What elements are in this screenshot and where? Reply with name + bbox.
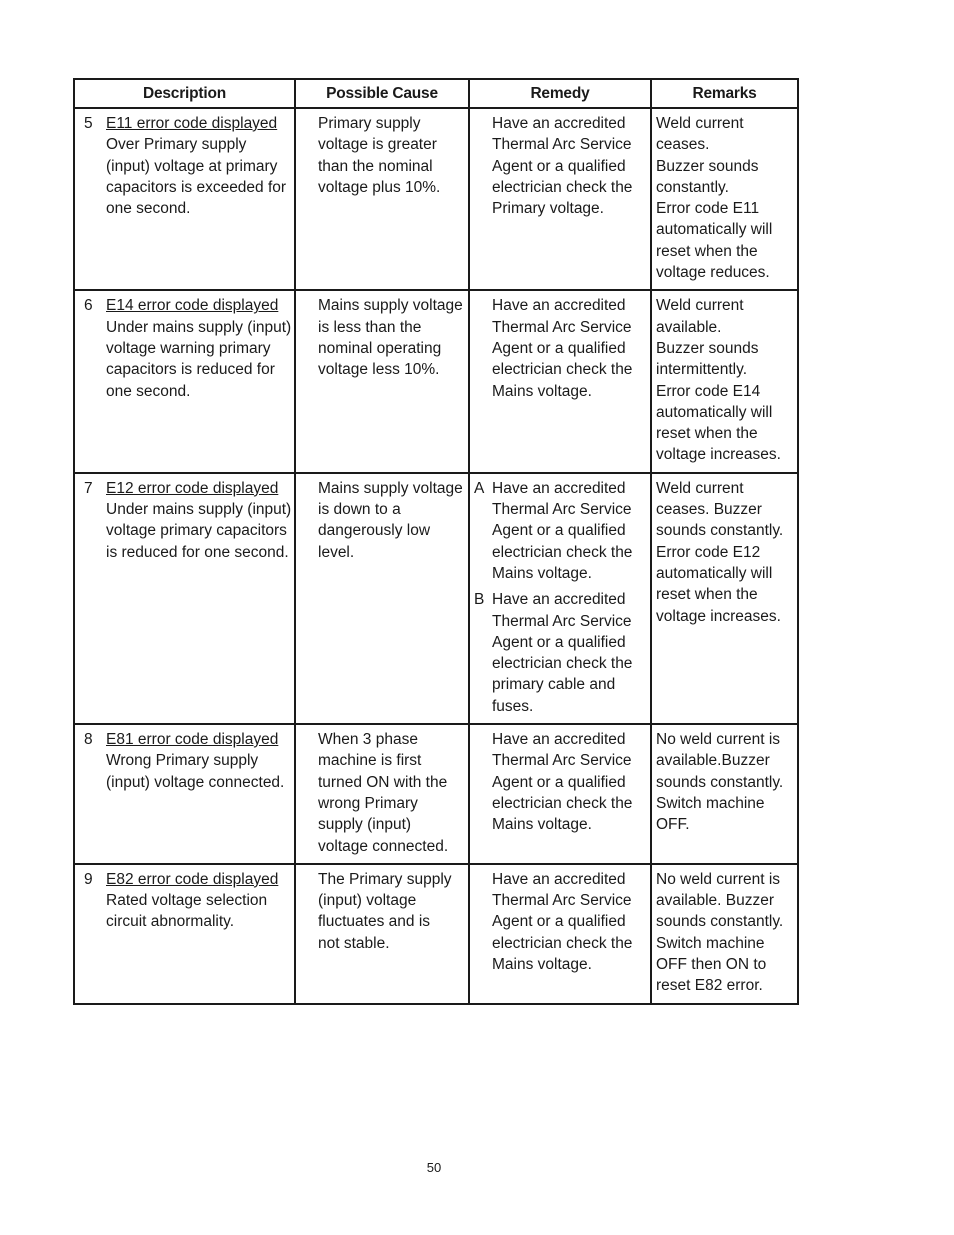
remarks-line: automatically will — [656, 564, 773, 582]
cause-line: than the nominal — [318, 157, 433, 175]
remarks-line: Switch machine — [656, 934, 765, 952]
description-line: is reduced for one second. — [106, 543, 289, 561]
remarks-cell — [651, 473, 798, 724]
remedy-line: Agent or a qualified — [492, 339, 626, 357]
remedy-line: Mains voltage. — [492, 564, 592, 582]
possible-cause-cell — [295, 290, 469, 472]
remarks-line: Weld current — [656, 115, 744, 132]
remedy-line: Thermal Arc Service — [492, 892, 632, 910]
cause-line: turned ON with the — [318, 773, 448, 791]
remedy-item — [474, 589, 646, 717]
description-cell — [74, 473, 295, 724]
remarks-line: reset when the — [656, 425, 758, 443]
header-description: Description — [74, 79, 295, 108]
remarks-line: available.Buzzer — [656, 752, 770, 770]
remarks-line: Buzzer sounds — [656, 157, 759, 175]
cause-line: not stable. — [318, 934, 390, 952]
remarks-line: Error code E14 — [656, 382, 761, 400]
remarks-line: voltage increases. — [656, 607, 781, 625]
description-line: Under mains supply (input) — [106, 501, 292, 519]
remedy-line: Thermal Arc Service — [492, 752, 632, 770]
remedy-cell — [469, 724, 651, 864]
remedy-item-label — [474, 869, 492, 975]
remarks-line: No weld current is — [656, 870, 781, 888]
remarks-line: Switch machine — [656, 794, 765, 812]
remarks-line: Buzzer sounds — [656, 339, 759, 357]
cause-line: voltage connected. — [318, 837, 449, 855]
remedy-item-label — [474, 295, 492, 401]
remedy-line: Primary voltage. — [492, 200, 604, 218]
row-number: 7 — [84, 479, 93, 497]
remarks-line: reset E82 error. — [656, 977, 763, 995]
remarks-line: intermittently. — [656, 361, 748, 379]
remedy-cell — [469, 108, 651, 290]
remedy-line: Have an accredited — [492, 297, 626, 315]
remedy-item-label: A — [474, 479, 485, 497]
remarks-line: Error code E12 — [656, 543, 761, 561]
remarks-line: available. — [656, 318, 722, 336]
error-code-title: E11 error code displayed — [106, 115, 278, 132]
description-line: one second. — [106, 200, 191, 218]
error-code-title: E81 error code displayed — [106, 731, 279, 749]
remedy-line: primary cable and — [492, 676, 616, 694]
description-cell — [74, 290, 295, 472]
row-number: 9 — [84, 870, 93, 888]
remarks-line: sounds constantly. — [656, 773, 784, 791]
remedy-line: fuses. — [492, 697, 534, 715]
remarks-line: sounds constantly. — [656, 522, 784, 540]
remedy-line: electrician check the — [492, 178, 633, 196]
remarks-line: Weld current — [656, 479, 744, 497]
remedy-line: Agent or a qualified — [492, 913, 626, 931]
cause-line: is less than the — [318, 318, 422, 336]
remarks-line: ceases. Buzzer — [656, 501, 762, 519]
possible-cause-cell — [295, 473, 469, 724]
remarks-cell — [651, 290, 798, 472]
table-row — [74, 864, 798, 1004]
description-line: voltage primary capacitors — [106, 522, 287, 540]
cause-line: The Primary supply — [318, 870, 452, 888]
error-code-title: E82 error code displayed — [106, 870, 279, 888]
remedy-line: electrician check the — [492, 934, 633, 952]
table-header-row — [74, 79, 798, 108]
remedy-line: Have an accredited — [492, 591, 626, 609]
remedy-line: Have an accredited — [492, 870, 626, 888]
header-possible-cause: Possible Cause — [295, 79, 469, 108]
remarks-cell — [651, 724, 798, 864]
description-cell — [74, 108, 295, 290]
cause-line: level. — [318, 543, 355, 561]
troubleshooting-table — [73, 78, 799, 1005]
cause-line: wrong Primary — [318, 794, 418, 812]
remedy-line: Thermal Arc Service — [492, 318, 632, 336]
cause-line: machine is first — [318, 752, 422, 770]
description-line: circuit abnormality. — [106, 913, 235, 931]
cause-line: fluctuates and is — [318, 913, 431, 931]
description-line: (input) voltage at primary — [106, 157, 278, 175]
table-row — [74, 473, 798, 724]
description-cell — [74, 864, 295, 1004]
remarks-line: OFF then ON to — [656, 955, 767, 973]
description-line: Wrong Primary supply — [106, 752, 259, 770]
possible-cause-cell — [295, 724, 469, 864]
remedy-cell — [469, 473, 651, 724]
remedy-line: electrician check the — [492, 543, 633, 561]
header-remedy: Remedy — [469, 79, 651, 108]
table-body — [74, 108, 798, 1004]
cause-line: Mains supply voltage — [318, 297, 463, 315]
description-line: one second. — [106, 382, 191, 400]
table-row — [74, 108, 798, 290]
remarks-line: ceases. — [656, 136, 710, 154]
remedy-item-label — [474, 113, 492, 219]
row-number: 6 — [84, 297, 93, 315]
header-remarks: Remarks — [651, 79, 798, 108]
remedy-line: Agent or a qualified — [492, 157, 626, 175]
remedy-line: Have an accredited — [492, 115, 626, 132]
remarks-cell — [651, 108, 798, 290]
remedy-line: Mains voltage. — [492, 955, 592, 973]
cause-line: When 3 phase — [318, 731, 418, 749]
table-row — [74, 724, 798, 864]
remarks-line: Weld current — [656, 297, 744, 315]
remedy-line: electrician check the — [492, 655, 633, 673]
remedy-line: electrician check the — [492, 794, 633, 812]
cause-line: Mains supply voltage — [318, 479, 463, 497]
remedy-item-label: B — [474, 591, 485, 609]
cause-line: voltage plus 10%. — [318, 178, 441, 196]
remarks-line: OFF. — [656, 816, 690, 834]
table-row — [74, 290, 798, 472]
row-number: 8 — [84, 731, 93, 749]
remedy-item-label — [474, 729, 492, 835]
remarks-line: constantly. — [656, 178, 729, 196]
remarks-line: available. Buzzer — [656, 892, 775, 910]
cause-line: voltage less 10%. — [318, 361, 440, 379]
remarks-line: Error code E11 — [656, 200, 760, 218]
description-cell — [74, 724, 295, 864]
remedy-cell — [469, 290, 651, 472]
remedy-cell — [469, 864, 651, 1004]
description-line: capacitors is exceeded for — [106, 178, 287, 196]
cause-line: is down to a — [318, 501, 401, 519]
cause-line: voltage is greater — [318, 136, 437, 154]
possible-cause-cell — [295, 108, 469, 290]
remedy-line: Thermal Arc Service — [492, 612, 632, 630]
page-number: 50 — [426, 1160, 442, 1175]
remedy-line: Agent or a qualified — [492, 773, 626, 791]
remedy-line: Agent or a qualified — [492, 522, 626, 540]
cause-line: nominal operating — [318, 339, 442, 357]
error-code-title: E12 error code displayed — [106, 479, 279, 497]
remedy-line: Have an accredited — [492, 479, 626, 497]
remarks-line: automatically will — [656, 403, 773, 421]
remedy-line: electrician check the — [492, 361, 633, 379]
remarks-line: sounds constantly. — [656, 913, 784, 931]
remarks-line: No weld current is — [656, 731, 781, 749]
remedy-item — [474, 478, 646, 584]
remedy-line: Mains voltage. — [492, 382, 592, 400]
possible-cause-cell — [295, 864, 469, 1004]
remarks-line: voltage reduces. — [656, 264, 770, 282]
remarks-line: reset when the — [656, 242, 758, 260]
cause-line: (input) voltage — [318, 892, 417, 910]
cause-line: dangerously low — [318, 522, 431, 540]
remarks-cell — [651, 864, 798, 1004]
remedy-item — [474, 869, 646, 975]
remedy-item — [474, 729, 646, 835]
description-line: Under mains supply (input) — [106, 318, 292, 336]
remedy-item — [474, 113, 646, 219]
remedy-item — [474, 295, 646, 401]
remedy-line: Thermal Arc Service — [492, 136, 632, 154]
description-line: voltage warning primary — [106, 339, 271, 357]
row-number: 5 — [84, 115, 93, 132]
description-line: (input) voltage connected. — [106, 773, 285, 791]
remarks-line: voltage increases. — [656, 446, 781, 464]
remedy-line: Thermal Arc Service — [492, 501, 632, 519]
cause-line: supply (input) — [318, 816, 412, 834]
cause-line: Primary supply — [318, 115, 421, 132]
remedy-line: Have an accredited — [492, 731, 626, 749]
remedy-line: Agent or a qualified — [492, 633, 626, 651]
remedy-line: Mains voltage. — [492, 816, 592, 834]
remarks-line: automatically will — [656, 221, 773, 239]
error-code-title: E14 error code displayed — [106, 297, 279, 315]
remarks-line: reset when the — [656, 586, 758, 604]
description-line: Rated voltage selection — [106, 892, 268, 910]
description-line: Over Primary supply — [106, 136, 247, 154]
description-line: capacitors is reduced for — [106, 361, 275, 379]
